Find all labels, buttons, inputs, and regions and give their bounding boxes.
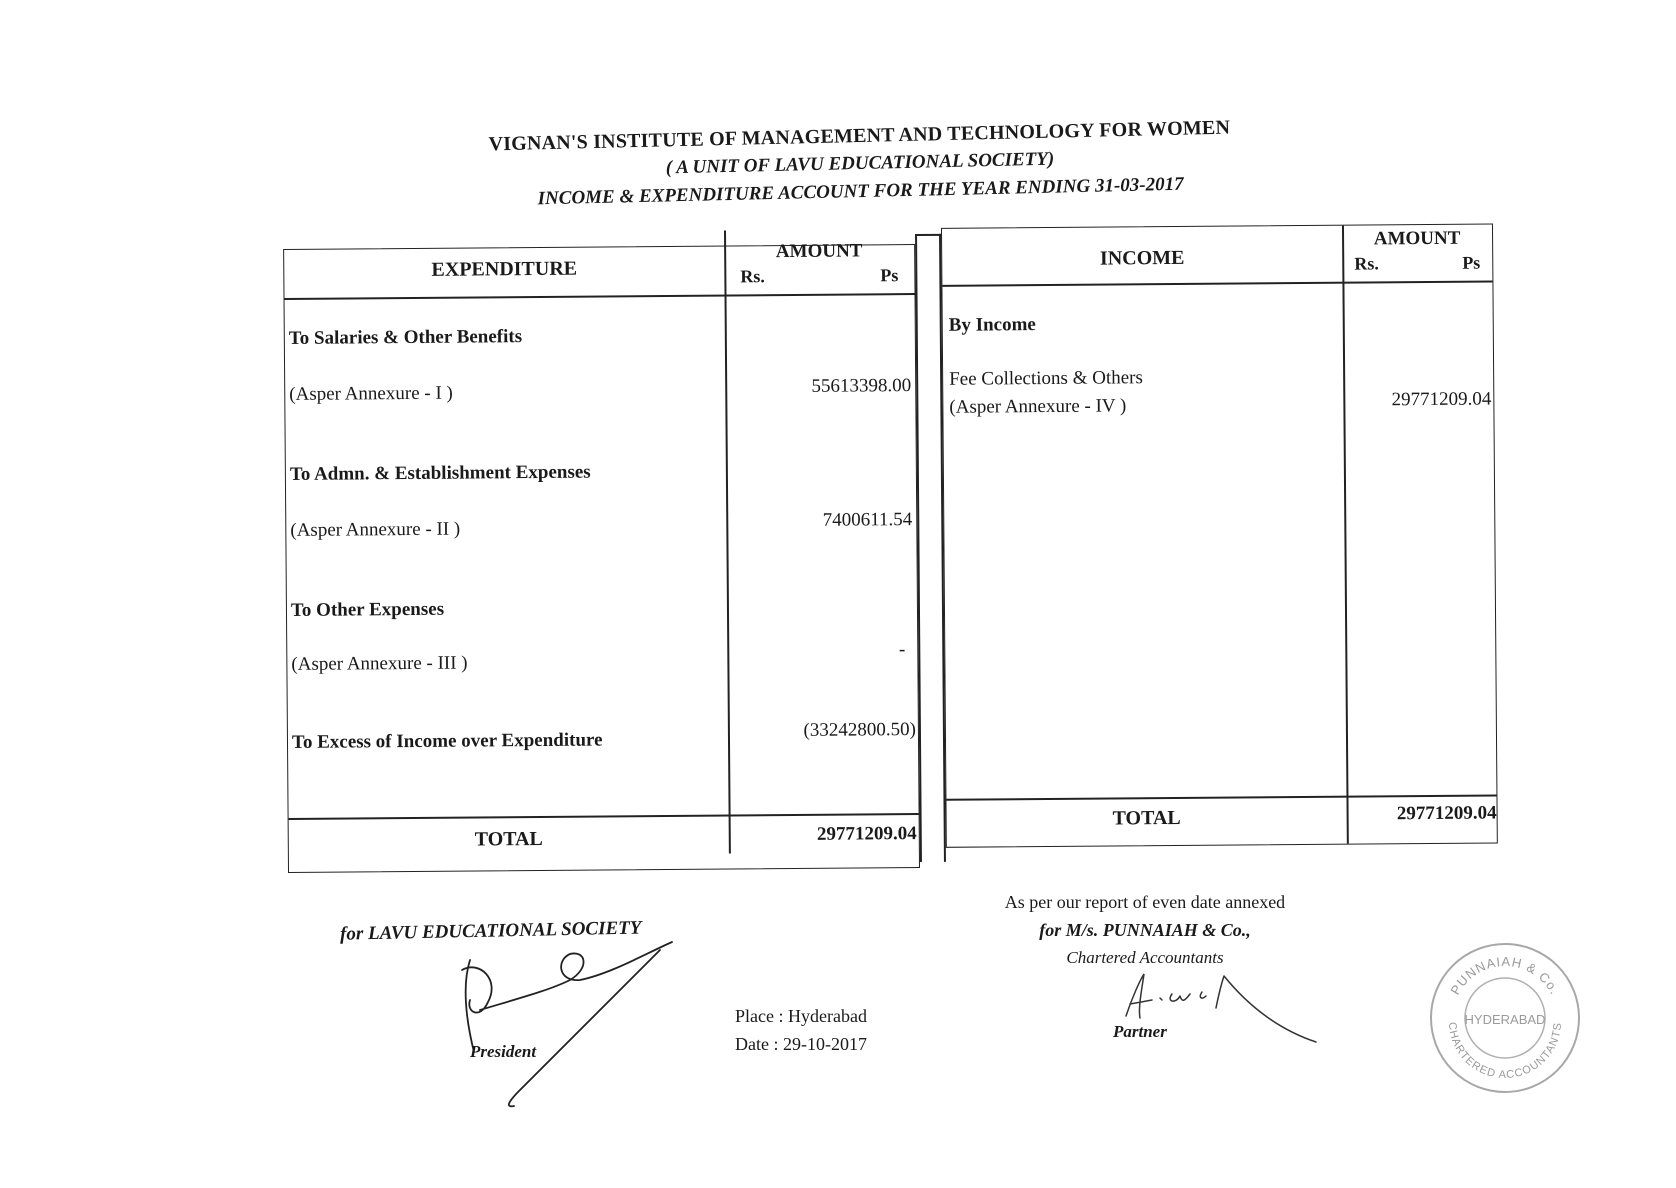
income-total-label: TOTAL	[1112, 806, 1181, 830]
expense-item-amount: (33242800.50)	[803, 719, 917, 741]
report-line: As per our report of even date annexed	[1004, 892, 1286, 912]
expense-item-title: To Admn. & Establishment Expenses	[289, 461, 591, 485]
society-signature-block	[339, 917, 700, 1061]
president-label: President	[470, 1042, 537, 1061]
statement-title: INCOME & EXPENDITURE ACCOUNT FOR THE YEAR ENDING 31-03-2017	[537, 173, 1184, 210]
expense-item-annexure: (Asper Annexure - II )	[290, 518, 461, 541]
svg-text:CHARTERED ACCOUNTANTS	[1446, 1022, 1564, 1082]
place-date-block	[735, 1002, 867, 1058]
income-group-label: By Income	[948, 314, 1036, 336]
expenditure-amount-heading	[724, 239, 914, 288]
expense-item-amount: 7400611.54	[822, 509, 913, 531]
seal-center-text: HYDERABAD	[1464, 1012, 1546, 1027]
seal-bottom-text: CHARTERED ACCOUNTANTS	[1445, 1021, 1565, 1082]
income-heading: INCOME	[1099, 246, 1185, 270]
amount-column-rule	[724, 231, 730, 854]
society-name: for LAVU EDUCATIONAL SOCIETY	[339, 917, 642, 945]
firm-name: for M/s. PUNNAIAH & Co.,	[1039, 920, 1251, 940]
total-rule	[289, 813, 919, 820]
firm-seal-icon	[1425, 938, 1585, 1098]
firm-type: Chartered Accountants	[1066, 948, 1224, 967]
unit-line: ( A UNIT OF LAVU EDUCATIONAL SOCIETY)	[665, 148, 1055, 179]
expense-item-annexure: (Asper Annexure - III )	[291, 652, 468, 675]
auditor-block	[965, 888, 1325, 972]
expenditure-heading: EXPENDITURE	[431, 257, 578, 281]
date-label: Date : 29-10-2017	[735, 1034, 867, 1054]
header-rule	[942, 281, 1492, 287]
income-item-annexure: (Asper Annexure - IV )	[949, 395, 1127, 418]
expense-item-amount: 55613398.00	[811, 375, 912, 397]
expense-item-title: To Other Expenses	[290, 598, 445, 621]
income-amount-heading	[1342, 227, 1492, 276]
ps-label: Ps	[1462, 252, 1481, 273]
expense-item-annexure: (Asper Annexure - I )	[289, 382, 453, 405]
ps-label: Ps	[880, 265, 899, 286]
svg-text:PUNNAIAH & Co.	[1447, 954, 1562, 997]
gutter-rule	[915, 234, 941, 236]
income-expenditure-table	[283, 223, 1498, 872]
expense-item-title: To Salaries & Other Benefits	[288, 326, 523, 349]
amount-heading-label: AMOUNT	[1373, 227, 1461, 250]
total-rule	[946, 794, 1496, 800]
amount-column-rule	[1342, 226, 1348, 844]
expenditure-total-label: TOTAL	[474, 827, 543, 851]
income-item-amount: 29771209.04	[1391, 388, 1492, 411]
header-rule	[285, 293, 915, 300]
expense-item-title: To Excess of Income over Expenditure	[291, 729, 603, 753]
seal-top-text: PUNNAIAH & Co.	[1447, 953, 1563, 998]
president-signature-icon	[440, 940, 680, 1110]
income-total-amount: 29771209.04	[1396, 802, 1497, 825]
amount-heading-label: AMOUNT	[775, 240, 863, 263]
place-label: Place : Hyderabad	[735, 1006, 867, 1026]
expenditure-panel	[283, 240, 920, 873]
rs-label: Rs.	[740, 266, 765, 287]
income-item-label: Fee Collections & Others	[949, 367, 1143, 390]
partner-label: Partner	[1113, 1022, 1167, 1041]
expense-item-amount: -	[898, 639, 906, 661]
rs-label: Rs.	[1354, 253, 1379, 274]
document-header	[439, 112, 1281, 215]
expenditure-total-amount: 29771209.04	[816, 823, 917, 845]
income-panel	[941, 223, 1498, 847]
institute-name: VIGNAN'S INSTITUTE OF MANAGEMENT AND TECHNOLOGY FOR WOMEN	[488, 116, 1231, 156]
